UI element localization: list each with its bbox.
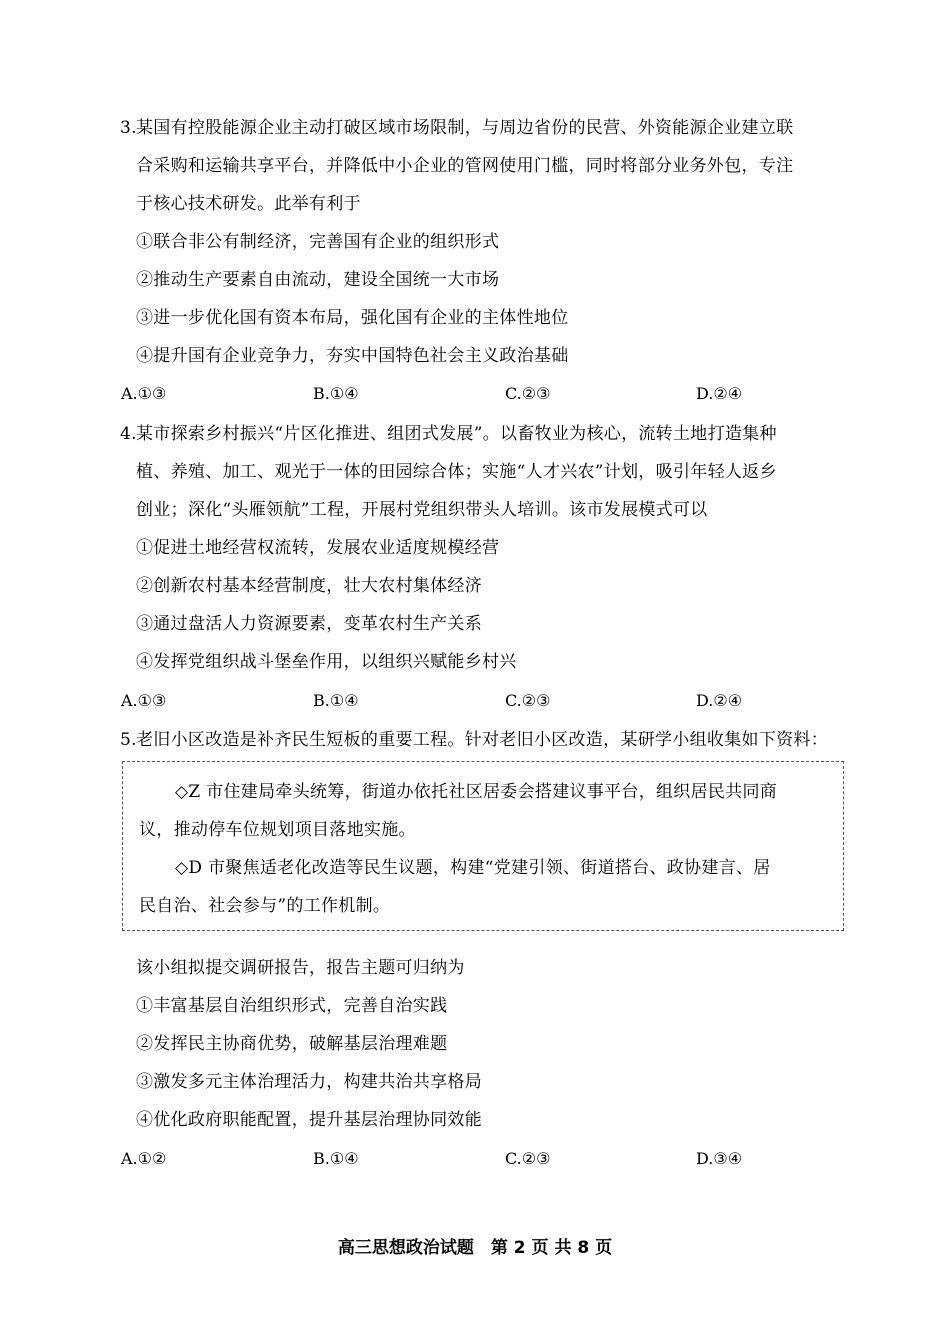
- material-box: [122, 761, 844, 931]
- question-3-statement-1: ①联合非公有制经济，完善国有企业的组织形式: [136, 232, 500, 252]
- question-5-prompt: 该小组拟提交调研报告，报告主题可归纳为: [136, 958, 465, 978]
- material-line-3: ◇D 市聚焦适老化改造等民生议题，构建“党建引领、街道搭台、政协建言、居: [175, 858, 771, 878]
- question-3-stem-line-3: 于核心技术研发。此举有利于: [136, 194, 361, 214]
- material-line-2: 议，推动停车位规划项目落地实施。: [139, 820, 416, 840]
- question-4-option-a[interactable]: A.①③: [121, 691, 167, 710]
- question-4-statement-2: ②创新农村基本经营制度，壮大农村集体经济: [136, 576, 482, 596]
- question-3-stem-line-2: 合采购和运输共享平台，并降低中小企业的管网使用门槛，同时将部分业务外包，专注: [136, 156, 794, 176]
- question-3-stem-line-1: 3.某国有控股能源企业主动打破区域市场限制，与周边省份的民营、外资能源企业建立联: [120, 118, 794, 138]
- question-number: 4.: [120, 424, 137, 444]
- question-5-statement-3: ③激发多元主体治理活力，构建共治共享格局: [136, 1072, 482, 1092]
- question-3-statement-3: ③进一步优化国有资本布局，强化国有企业的主体性地位: [136, 308, 569, 328]
- question-4-statement-1: ①促进土地经营权流转，发展农业适度规模经营: [136, 538, 500, 558]
- question-3-option-c[interactable]: C.②③: [505, 384, 551, 403]
- question-number: 5.: [120, 730, 137, 750]
- question-4-option-b[interactable]: B.①④: [313, 691, 359, 710]
- question-3-option-d[interactable]: D.②④: [696, 384, 743, 403]
- question-number: 3.: [120, 118, 137, 138]
- question-5-option-c[interactable]: C.②③: [505, 1149, 551, 1168]
- question-4-stem-line-2: 植、养殖、加工、观光于一体的田园综合体；实施“人才兴农”计划，吸引年轻人返乡: [136, 462, 777, 482]
- question-4-option-c[interactable]: C.②③: [505, 691, 551, 710]
- question-5-option-b[interactable]: B.①④: [313, 1149, 359, 1168]
- question-5-option-a[interactable]: A.①②: [121, 1149, 167, 1168]
- question-5-statement-4: ④优化政府职能配置，提升基层治理协同效能: [136, 1110, 482, 1130]
- question-3-statement-4: ④提升国有企业竞争力，夯实中国特色社会主义政治基础: [136, 346, 569, 366]
- question-5-stem-line-1: 5.老旧小区改造是补齐民生短板的重要工程。针对老旧小区改造，某研学小组收集如下资料：: [120, 730, 828, 750]
- question-4-option-d[interactable]: D.②④: [696, 691, 743, 710]
- question-5-statement-1: ①丰富基层自治组织形式，完善自治实践: [136, 996, 448, 1016]
- question-4-statement-3: ③通过盘活人力资源要素，变革农村生产关系: [136, 614, 482, 634]
- question-5-statement-2: ②发挥民主协商优势，破解基层治理难题: [136, 1034, 448, 1054]
- question-4-stem-line-1: 4.某市探索乡村振兴“片区化推进、组团式发展”。以畜牧业为核心，流转土地打造集种: [120, 424, 777, 444]
- material-line-1: ◇Z 市住建局牵头统筹，街道办依托社区居委会搭建议事平台，组织居民共同商: [175, 782, 778, 802]
- question-3-option-a[interactable]: A.①③: [121, 384, 167, 403]
- page-footer: 高三思想政治试题 第 2 页 共 8 页: [337, 1238, 613, 1258]
- question-4-statement-4: ④发挥党组织战斗堡垒作用，以组织兴赋能乡村兴: [136, 652, 517, 672]
- material-line-4: 民自治、社会参与”的工作机制。: [139, 896, 391, 916]
- question-5-option-d[interactable]: D.③④: [696, 1149, 743, 1168]
- question-3-option-b[interactable]: B.①④: [313, 384, 359, 403]
- question-4-stem-line-3: 创业；深化“头雁领航”工程，开展村党组织带头人培训。该市发展模式可以: [136, 500, 708, 520]
- question-3-statement-2: ②推动生产要素自由流动，建设全国统一大市场: [136, 270, 500, 290]
